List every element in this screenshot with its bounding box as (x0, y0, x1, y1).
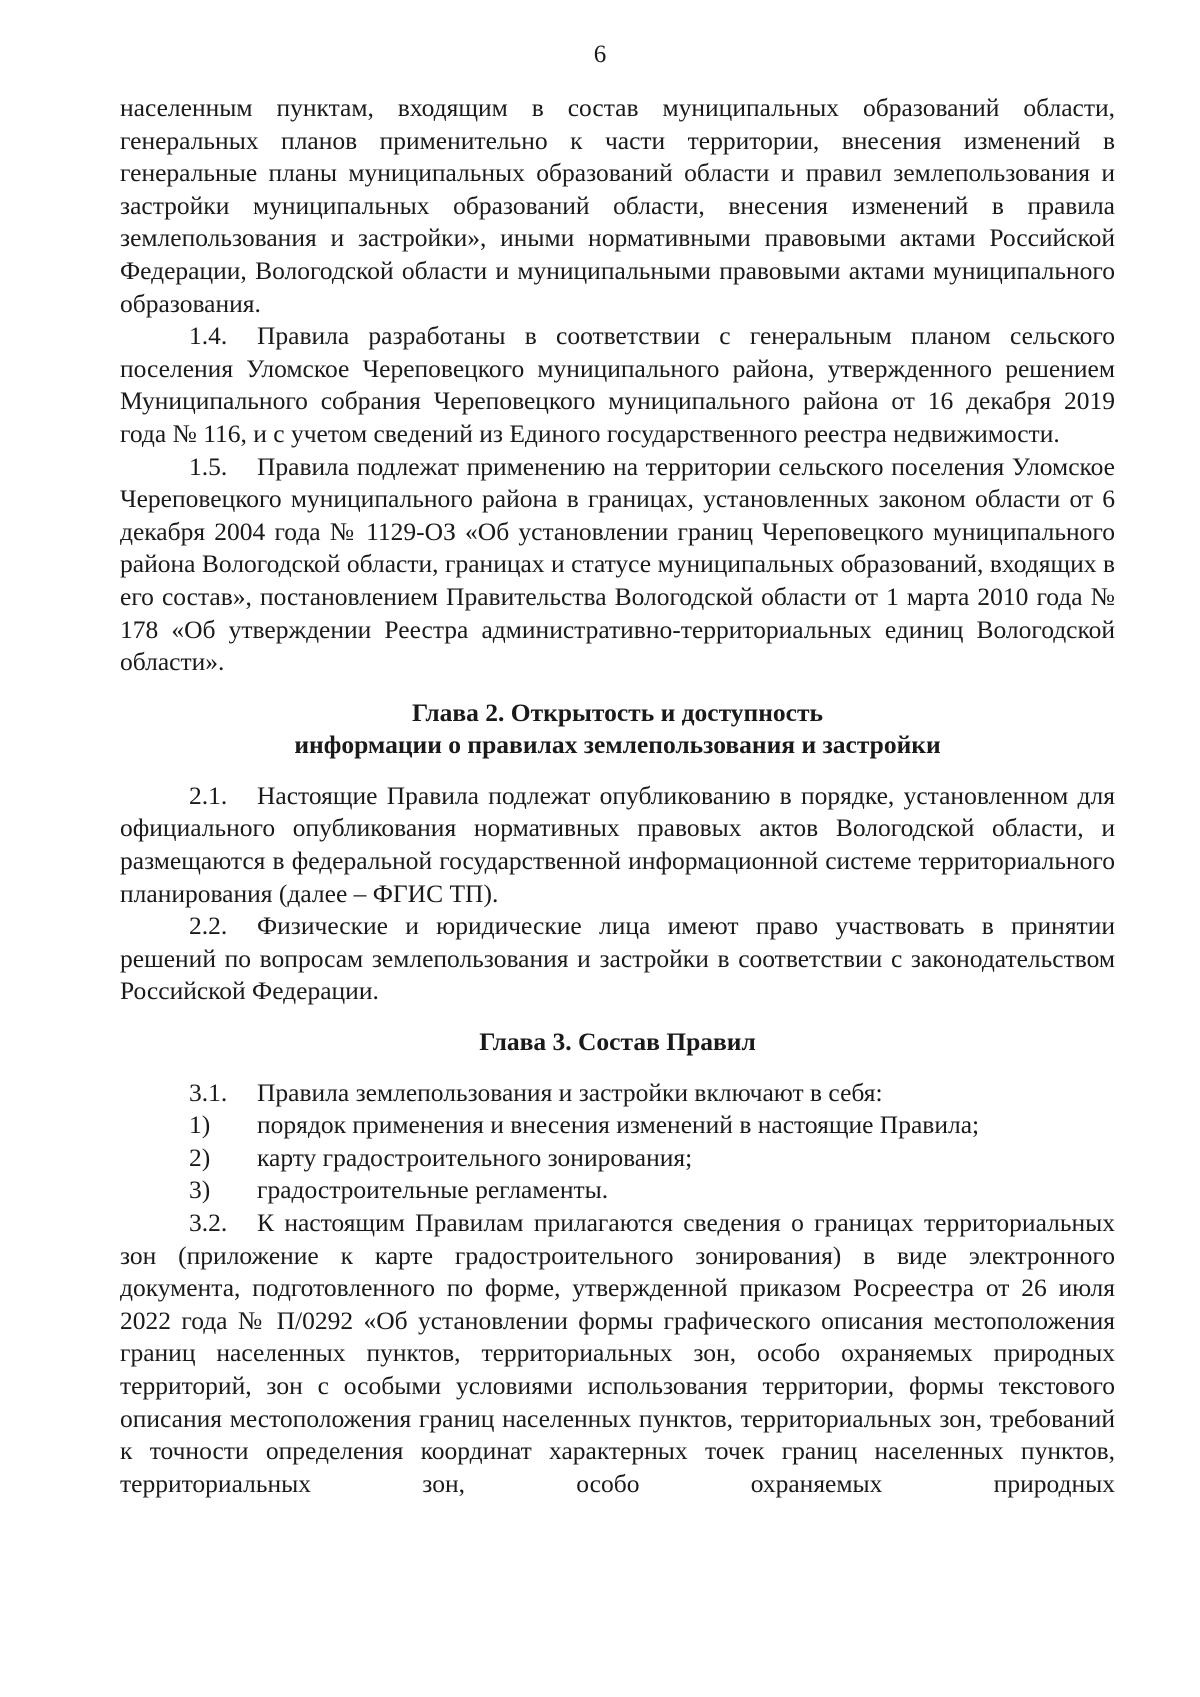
chapter-3-heading (120, 1026, 1115, 1059)
list-item-number: 3) (189, 1175, 211, 1205)
paragraph-2-2 (120, 910, 1115, 1008)
chapter-title-line-1: Глава 2. Открытость и доступность (411, 697, 824, 727)
paragraph-2-1 (120, 780, 1115, 910)
paragraph-3-1 (120, 1077, 1115, 1110)
list-item-text: карту градостроительного зонирования; (257, 1142, 693, 1172)
paragraph-text: Физические и юридические лица имеют право участвовать в принятии решений по вопросам землепользования и застройки в соответствии с законодательством Российской Федерации. (120, 911, 1115, 1006)
paragraph-text: Настоящие Правила подлежат опубликованию в порядке, установленном для официального опубликования нормативных правовых актов Вологодской области, и размещаются в федеральной государственной информационной системе территориального планирования (далее – ФГИС ТП). (120, 780, 1115, 908)
paragraph-number: 1.5. (189, 451, 228, 481)
paragraph-text: Правила подлежат применению на территории сельского поселения Уломское Череповецкого муниципального района в границах, установленных законом области от 6 декабря 2004 года № 1129-ОЗ «Об установлении границ Череповецкого муниципального района Вологодской области, границах и статусе муниципальных образований, входящих в его состав», постановлением Правительства Вологодской области от 1 марта 2010 года № 178 «Об утверждении Реестра административно-территориальных единиц Вологодской области». (120, 451, 1115, 677)
paragraph-3-2 (120, 1207, 1115, 1500)
list-item (120, 1109, 1115, 1142)
intro-paragraph: населенным пунктам, входящим в состав муниципальных образований области, генеральных планов применительно к части территории, внесения изменений в генеральные планы муниципальных образований области и правил землепользования и застройки муниципальных образований области, внесения изменений в правила землепользования и застройки», иными нормативными правовыми актами Российской Федерации, Вологодской области и муниципальными правовыми актами муниципального образования. (120, 93, 1115, 318)
paragraph-text: Правила разработаны в соответствии с генеральным планом сельского поселения Уломское Череповецкого муниципального района, утвержденного решением Муниципального собрания Череповецкого муниципального района от 16 декабря 2019 года № 116, и с учетом сведений из Единого государственного реестра недвижимости. (120, 321, 1115, 448)
list-item-number: 2) (189, 1142, 211, 1172)
list-item-text: порядок применения и внесения изменений в настоящие Правила; (257, 1110, 980, 1140)
paragraph-number: 3.1. (189, 1077, 228, 1107)
chapter-title-line-2: информации о правилах землепользования и застройки (294, 730, 941, 760)
paragraph-number: 2.1. (189, 780, 228, 810)
paragraph-number: 2.2. (189, 911, 228, 941)
chapter-title: Глава 3. Состав Правил (479, 1027, 756, 1057)
page-number: 6 (593, 41, 607, 68)
list-item (120, 1174, 1115, 1207)
paragraph-number: 3.2. (189, 1208, 228, 1237)
paragraph-number: 1.4. (189, 321, 228, 351)
document-body (120, 92, 1115, 1500)
paragraph-text: Правила землепользования и застройки включают в себя: (257, 1077, 883, 1107)
list-item-number: 1) (189, 1110, 211, 1140)
paragraph-1-5 (120, 451, 1115, 679)
list-item-text: градостроительные регламенты. (257, 1175, 609, 1205)
list-item (120, 1142, 1115, 1175)
paragraph-text: К настоящим Правилам прилагаются сведения о границах территориальных зон (приложение к карте градостроительного зонирования) в виде электронного документа, подготовленного по форме, утвержденной приказом Росреестра от 26 июля 2022 года № П/0292 «Об установлении формы графического описания местоположения границ населенных пунктов, территориальных зон, особо охраняемых природных территорий, зон с особыми условиями использования территории, формы текстового описания местоположения границ населенных пунктов, территориальных зон, требований к точности определения координат характерных точек границ населенных пунктов, территориальных зон, особо охраняемых природных (120, 1208, 1115, 1498)
paragraph-1-4 (120, 320, 1115, 450)
chapter-2-heading (120, 697, 1115, 762)
